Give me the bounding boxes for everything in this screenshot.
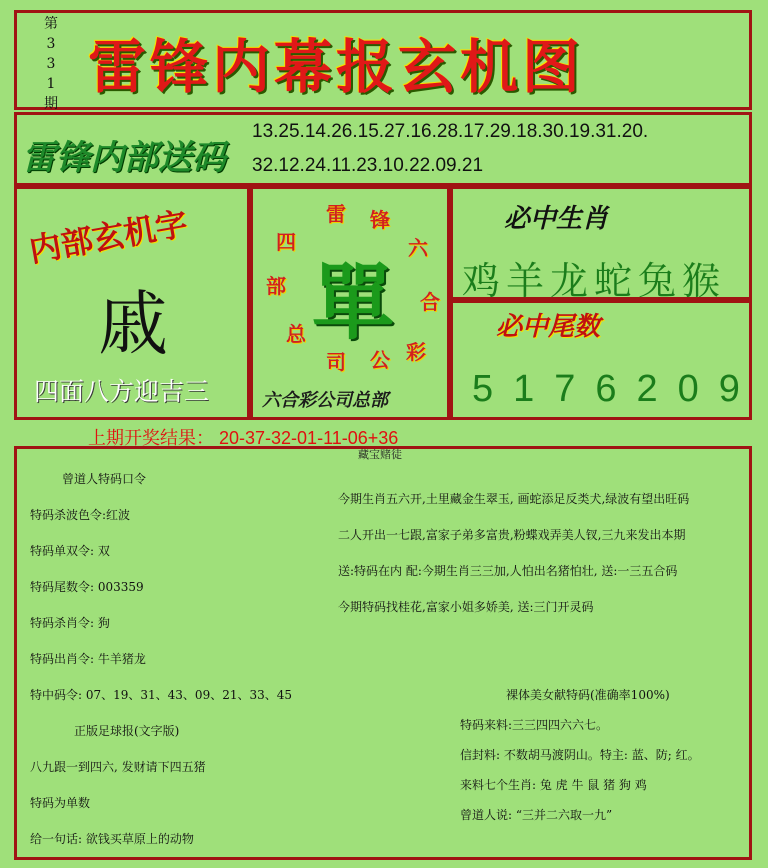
left-line: 特码尾数令: 003359 xyxy=(30,580,144,594)
left-line: 特码出肖令: 牛羊猪龙 xyxy=(30,652,146,666)
right-line: 今期生肖五六开,土里藏金生翠玉, 画蛇添足反类犬,绿波有望出旺码 xyxy=(338,492,690,506)
issue-char: 期 xyxy=(44,96,58,112)
ring-char: 彩 xyxy=(406,340,426,364)
left-line: 给一句话: 欲钱买草原上的动物 xyxy=(30,832,194,846)
issue-char: 3 xyxy=(46,56,56,72)
bottom-panel-label: 藏宝赌徒 xyxy=(358,448,402,461)
last-result: 上期开奖结果： 20-37-32-01-11-06+36 xyxy=(88,428,399,448)
left-line: 特中码令: 07、19、31、43、09、21、33、45 xyxy=(30,688,293,702)
beauty-line: 来料七个生肖: 兔 虎 牛 鼠 猪 狗 鸡 xyxy=(460,778,647,792)
ring-char: 四 xyxy=(276,230,296,254)
shengxiao-label: 必中生肖 xyxy=(504,204,609,234)
right-line: 今期特码找桂花,富家小姐多娇美, 送:三门开灵码 xyxy=(338,600,594,614)
ring-char: 公 xyxy=(370,348,390,372)
issue-number xyxy=(40,14,62,114)
issue-char: 第 xyxy=(44,16,58,32)
center-main-char: 單 xyxy=(312,255,395,351)
center-footer: 六合彩公司总部 xyxy=(262,390,388,411)
ring-char: 锋 xyxy=(370,208,390,232)
left-line: 特码杀肖令: 狗 xyxy=(30,616,110,630)
ring-char: 司 xyxy=(326,350,346,374)
beauty-line: 信封料: 不数胡马渡阴山。特主: 蓝、防; 红。 xyxy=(460,748,700,762)
left-line: 特码杀波色令:红波 xyxy=(30,508,131,522)
left-heading: 曾道人特码口令 xyxy=(62,472,147,486)
xuanji-char: 戚 xyxy=(98,283,168,365)
right-line: 送:特码在内 配:今期生肖三三加,人怕出名猪怕壮, 送:一三五合码 xyxy=(338,564,678,578)
ring-char: 总 xyxy=(286,322,306,346)
beauty-line: 特码来料:三三四四六六七。 xyxy=(460,718,609,732)
ring-char: 六 xyxy=(408,236,428,260)
page-title: 雷锋内幕报玄机图 xyxy=(88,33,585,101)
inside-codes-line1: 13.25.14.26.15.27.16.28.17.29.18.30.19.31.20. xyxy=(252,121,649,142)
left-line: 特码单双令: 双 xyxy=(30,544,110,558)
weishu-label: 必中尾数 xyxy=(496,312,601,342)
xuanji-label: 内部玄机字 xyxy=(26,204,191,270)
left-line: 特码为单数 xyxy=(30,796,91,810)
ring-char: 合 xyxy=(420,290,440,314)
left-line: 正版足球报(文字版) xyxy=(74,724,180,738)
right-line: 二人开出一七跟,富家子弟多富贵,粉蝶戏弄美人钗,三九来发出本期 xyxy=(338,528,686,542)
ring-char: 雷 xyxy=(326,202,346,226)
inside-codes-line2: 32.12.24.11.23.10.22.09.21 xyxy=(252,155,484,176)
xuanji-phrase: 四面八方迎吉三 xyxy=(34,377,210,406)
ring-char: 部 xyxy=(266,274,286,298)
inside-codes-label: 雷锋内部送码 xyxy=(22,138,226,178)
weishu-digits: 5176209 xyxy=(472,368,760,410)
shengxiao-animals: 鸡羊龙蛇兔猴 xyxy=(462,259,727,303)
beauty-line: 曾道人说: “三并二六取一九” xyxy=(460,808,613,822)
issue-char: 3 xyxy=(46,36,56,52)
beauty-heading: 裸体美女献特码(准确率100%) xyxy=(506,688,670,702)
left-line: 八九跟一到四六, 发财请下四五猪 xyxy=(30,760,206,774)
issue-char: 1 xyxy=(46,76,56,92)
